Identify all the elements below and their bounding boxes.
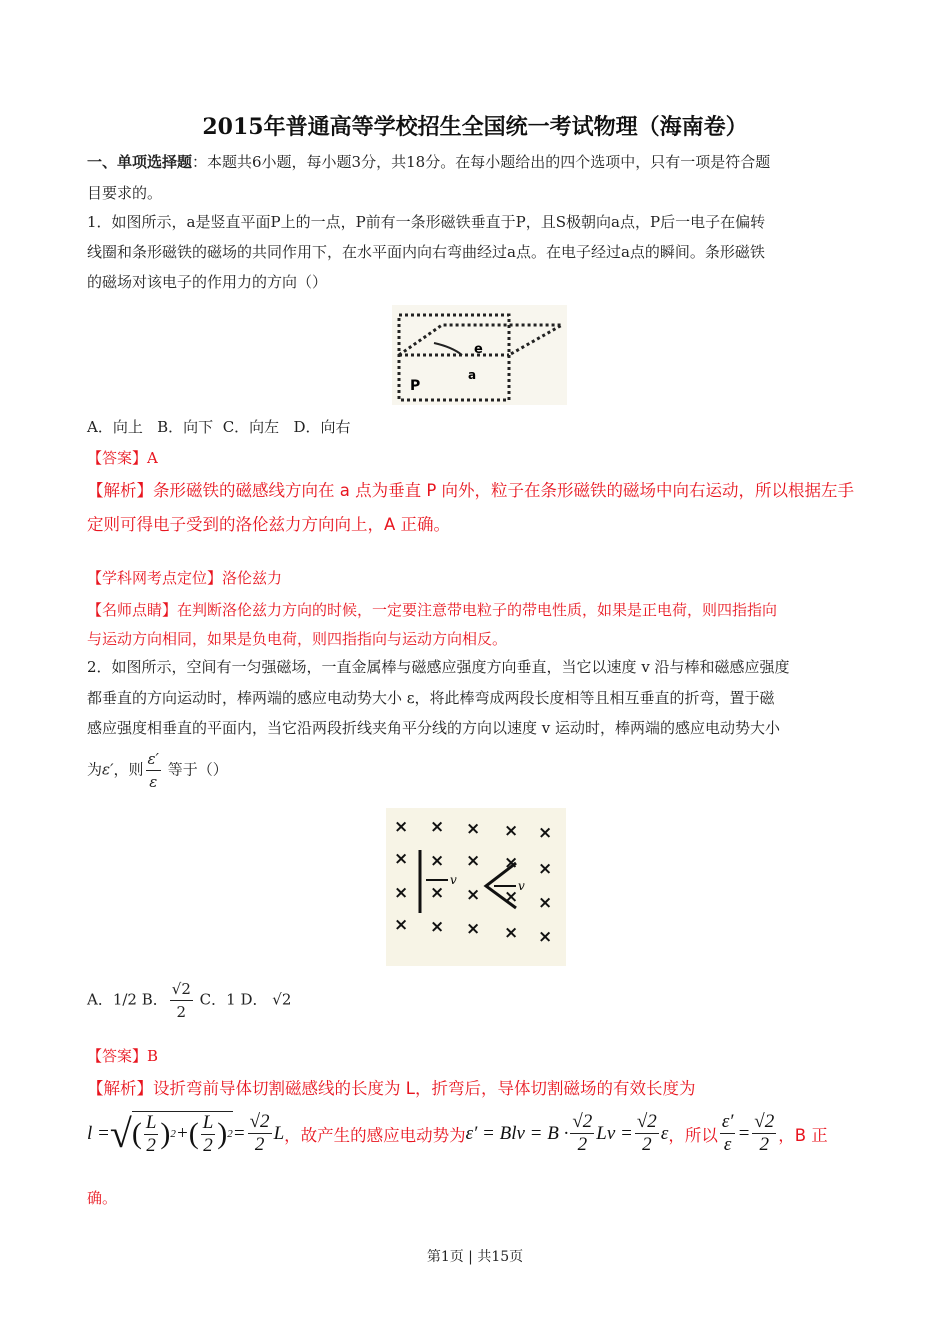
q2-formula bbox=[87, 1110, 862, 1157]
figure-label-a: a bbox=[468, 368, 477, 382]
numerator: √2 bbox=[249, 1111, 270, 1132]
q1-options: A．向上 B．向下 C．向左 D．向右 bbox=[87, 418, 351, 436]
q1-analysis: 【解析】条形磁铁的磁感线方向在 a 点为垂直 P 向外，粒子在条形磁铁的磁场中向右运动，所以根据左手 bbox=[87, 481, 855, 500]
option-text: C．1 D． bbox=[199, 990, 268, 1009]
denominator: ε bbox=[723, 1134, 732, 1155]
numerator: √2 bbox=[636, 1111, 657, 1132]
q2-line: 都垂直的方向运动时，棒两端的感应电动势大小 ε，将此棒弯成两段长度相等且相互垂直的折弯，置于磁 bbox=[87, 689, 775, 707]
math: ε′ = Blv = B · bbox=[465, 1122, 569, 1144]
denominator: 2 bbox=[203, 1134, 213, 1156]
fraction bbox=[720, 1111, 736, 1156]
svg-text:×: × bbox=[466, 819, 481, 839]
page-footer: 第1页 | 共15页 bbox=[426, 1249, 524, 1265]
exponent: 2 bbox=[170, 1128, 176, 1140]
text: 为 bbox=[87, 760, 103, 779]
svg-text:×: × bbox=[394, 883, 409, 903]
q2-line: 2．如图所示，空间有一匀强磁场，一直金属棒与磁感应强度方向垂直，当它以速度 v 沿与棒和磁感应强度 bbox=[87, 658, 790, 676]
svg-text:×: × bbox=[394, 817, 409, 837]
q1-analysis: 定则可得电子受到的洛伦兹力方向向上，A 正确。 bbox=[87, 515, 451, 534]
svg-text:×: × bbox=[466, 885, 481, 905]
q1-line: 线圈和条形磁铁的磁场的共同作用下，在水平面内向右弯曲经过a点。在电子经过a点的瞬间。条形磁铁 bbox=[87, 243, 765, 261]
math: = bbox=[232, 1122, 246, 1144]
svg-text:×: × bbox=[394, 849, 409, 869]
svg-text:×: × bbox=[504, 887, 519, 907]
fraction bbox=[570, 1111, 594, 1156]
q2-analysis: 【解析】设折弯前导体切割磁感线的长度为 L，折弯后，导体切割磁场的有效长度为 bbox=[87, 1079, 696, 1098]
fraction bbox=[635, 1111, 659, 1156]
denominator: 2 bbox=[146, 1134, 156, 1156]
numerator: √2 bbox=[572, 1111, 593, 1132]
section-text: ：本题共6小题，每小题3分，共18分。在每小题给出的四个选项中，只有一项是符合题 bbox=[192, 153, 771, 171]
math: L bbox=[273, 1122, 285, 1144]
fraction bbox=[201, 1112, 216, 1157]
numerator: √2 bbox=[754, 1111, 775, 1132]
q2-line-4 bbox=[87, 748, 862, 793]
svg-text:×: × bbox=[430, 851, 445, 871]
fraction bbox=[170, 978, 193, 1023]
svg-text:×: × bbox=[504, 821, 519, 841]
math: ε bbox=[660, 1122, 669, 1144]
q1-line: 1．如图所示，a是竖直平面P上的一点，P前有一条形磁铁垂直于P，且S极朝向a点，P后一电子在偏转 bbox=[87, 213, 766, 231]
svg-text:×: × bbox=[538, 893, 553, 913]
numerator: L bbox=[145, 1111, 157, 1133]
fraction bbox=[248, 1111, 272, 1156]
sqrt-body: ( $\frac{L}{2}$ ) 2 + ( $\frac{L}{2}$ ) 2 bbox=[131, 1111, 233, 1156]
q2-answer: 【答案】B bbox=[87, 1047, 159, 1065]
exponent: 2 bbox=[227, 1128, 233, 1140]
svg-text:×: × bbox=[538, 859, 553, 879]
math: + bbox=[175, 1123, 189, 1144]
q2-line: 感应强度相垂直的平面内，当它沿两段折线夹角平分线的方向以速度 v 运动时，棒两端的感应电动势大小 bbox=[87, 719, 781, 737]
math: = bbox=[737, 1122, 751, 1144]
q2-analysis-end: 确。 bbox=[87, 1189, 118, 1207]
numerator: ε′ bbox=[146, 748, 161, 771]
text: ，则 bbox=[113, 760, 144, 779]
svg-text:×: × bbox=[504, 853, 519, 873]
option-text: A．1/2 B． bbox=[87, 990, 168, 1009]
svg-text:×: × bbox=[430, 917, 445, 937]
fraction bbox=[752, 1111, 776, 1156]
svg-text:×: × bbox=[430, 817, 445, 837]
text: 等于（） bbox=[167, 760, 228, 779]
denominator: ε bbox=[149, 773, 158, 791]
q1-tip: 【名师点睛】在判断洛伦兹力方向的时候，一定要注意带电粒子的带电性质，如果是正电荷，则四指指向 bbox=[87, 601, 778, 619]
formula-text: ，所以 bbox=[668, 1125, 718, 1145]
svg-text:×: × bbox=[504, 923, 519, 943]
svg-text:×: × bbox=[466, 851, 481, 871]
q1-topic: 【学科网考点定位】洛伦兹力 bbox=[87, 569, 283, 587]
velocity-label: v bbox=[518, 879, 525, 893]
denominator: 2 bbox=[254, 1134, 265, 1155]
math: Lv = bbox=[596, 1122, 633, 1144]
velocity-label: v bbox=[450, 873, 457, 887]
denominator: 2 bbox=[176, 1003, 187, 1021]
formula-text: ，故产生的感应电动势为 bbox=[284, 1125, 466, 1145]
svg-text:×: × bbox=[466, 919, 481, 939]
epsilon-prime: ε′ bbox=[102, 760, 114, 779]
section-label: 一、单项选择题 bbox=[87, 153, 193, 171]
formula-text: ，B 正 bbox=[778, 1125, 828, 1145]
q2-figure-magnetic-field bbox=[386, 808, 566, 966]
figure-label-e: e bbox=[474, 342, 483, 357]
q1-figure-magnet-plane bbox=[392, 305, 567, 405]
numerator: ε′ bbox=[721, 1111, 734, 1132]
fraction bbox=[144, 1112, 159, 1157]
fraction bbox=[146, 748, 161, 793]
section-header bbox=[87, 151, 862, 172]
math: l = bbox=[87, 1122, 110, 1144]
denominator: 2 bbox=[759, 1134, 770, 1155]
svg-text:×: × bbox=[538, 927, 553, 947]
svg-text:×: × bbox=[538, 823, 553, 843]
numerator: √2 bbox=[170, 978, 193, 1001]
sqrt-sign: √ bbox=[109, 1111, 132, 1156]
denominator: 2 bbox=[577, 1134, 588, 1155]
figure-label-p: P bbox=[410, 378, 421, 394]
denominator: 2 bbox=[642, 1134, 652, 1155]
q1-line: 的磁场对该电子的作用力的方向（） bbox=[87, 273, 328, 291]
numerator: L bbox=[202, 1111, 214, 1133]
option-d-value: √2 bbox=[272, 990, 292, 1009]
q1-tip: 与运动方向相同，如果是负电荷，则四指指向与运动方向相反。 bbox=[87, 630, 508, 648]
q1-answer: 【答案】A bbox=[87, 449, 158, 467]
page-title: 2015年普通高等学校招生全国统一考试物理（海南卷） bbox=[202, 114, 748, 140]
svg-text:×: × bbox=[430, 883, 445, 903]
q2-options bbox=[87, 978, 862, 1023]
svg-text:×: × bbox=[394, 915, 409, 935]
section-text-2: 目要求的。 bbox=[87, 184, 163, 202]
